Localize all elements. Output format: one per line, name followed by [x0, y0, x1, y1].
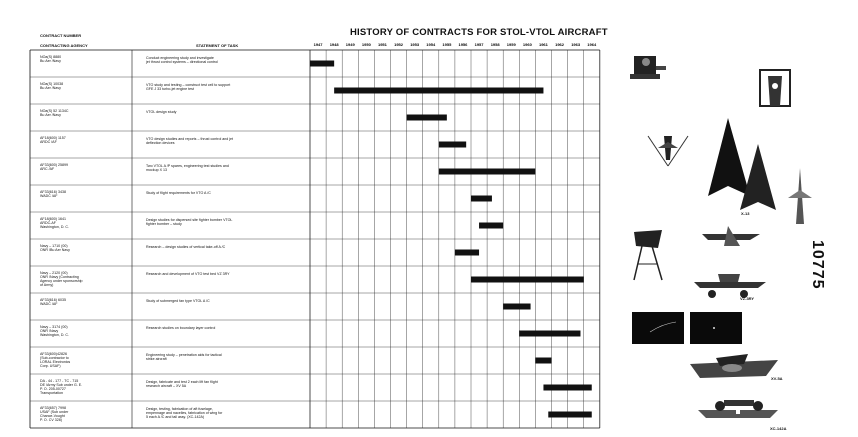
contract-cell	[40, 82, 63, 90]
year-label-1953: 1953	[410, 42, 420, 47]
contract-bar	[543, 385, 591, 391]
task-cell	[146, 380, 218, 388]
contract-bar	[479, 223, 503, 229]
contract-bar	[439, 169, 536, 175]
year-label-1962: 1962	[555, 42, 565, 47]
contract-cell	[40, 190, 66, 198]
contract-line: ARC /AF	[40, 167, 55, 172]
year-label-1958: 1958	[490, 42, 500, 47]
xc142a-aircraft-photo	[698, 400, 778, 418]
contract-line: AF18(600) 1641	[40, 217, 66, 221]
task-cell	[146, 137, 233, 145]
task-line: strike aircraft	[146, 357, 167, 362]
task-line: Study of submerged fan type VTOL A /C	[146, 299, 210, 303]
task-line: mockup X 13	[146, 168, 167, 173]
contract-line: AF33(600)42826	[40, 352, 67, 356]
contract-line: Corp. USAF)	[40, 364, 61, 369]
contract-line: DA - 44 - 177 - TC - 715	[40, 379, 79, 383]
xv5a-aircraft-photo	[690, 354, 778, 378]
year-label-1952: 1952	[394, 42, 404, 47]
aircraft-photos	[628, 48, 824, 432]
task-cell	[146, 218, 232, 226]
contract-bar	[471, 277, 584, 283]
contract-cell	[40, 379, 82, 395]
contract-line: LORAL Electronics	[40, 360, 71, 365]
contract-cell	[40, 271, 83, 287]
contract-line: NOa(S) 8880	[40, 55, 62, 59]
header-statement-of-task: STATEMENT OF TASK	[196, 43, 239, 48]
contract-line: Bu Aer /Navy	[40, 86, 61, 91]
year-label-1964: 1964	[587, 42, 597, 47]
contract-line: Agency under sponsorship	[40, 279, 83, 284]
contract-line: ARDC-AF	[40, 221, 56, 226]
task-line: Design, fabricate and test 2 each lift fan flight	[146, 380, 218, 384]
task-cell	[146, 353, 222, 361]
contract-line: Navy – 1710 (00)	[40, 244, 68, 248]
task-cell	[146, 326, 215, 330]
task-line: Engineering study – penetration aids for tactical	[146, 353, 222, 357]
contract-line: (Sub-contractor to	[40, 356, 69, 361]
contract-bar	[548, 412, 591, 418]
test-stand-photo	[634, 230, 662, 280]
year-label-1950: 1950	[361, 42, 371, 47]
task-line: GFE J 33 turbo-jet engine test	[146, 87, 194, 92]
contract-bar	[334, 88, 543, 94]
year-label-1963: 1963	[571, 42, 581, 47]
contract-line: NOa(S) 52 1134C	[40, 109, 69, 113]
contract-line: Washington, D. C.	[40, 225, 70, 230]
task-line: Two VTOL A /P spares, engineering test studies and	[146, 164, 229, 168]
year-label-1960: 1960	[522, 42, 532, 47]
contract-line: USAF (Sub under	[40, 410, 69, 415]
contract-cell	[40, 55, 61, 63]
contract-line: AF33(657) 7998	[40, 406, 66, 410]
contract-line: WADC /AF	[40, 194, 58, 199]
contract-line: Navy – 2120 (00)	[40, 271, 68, 275]
task-line: VTO design studies and reports – thrust control and jet	[146, 137, 234, 141]
contract-line: Bu Aer /Navy	[40, 113, 61, 118]
task-line: jet thrust control systems – directional control	[146, 60, 218, 65]
year-label-1951: 1951	[377, 42, 387, 47]
contract-cell	[40, 136, 66, 144]
year-label-1947: 1947	[313, 42, 323, 47]
task-line: VTO study and testing – construct test cell to support	[146, 83, 231, 87]
contract-line: ONR /Bu Aer Navy	[40, 248, 70, 253]
fighter-model-photo	[788, 168, 812, 224]
side-document-number: 10775	[809, 240, 826, 290]
task-line: Design studies for dispersed site fighter bomber VTOL	[146, 218, 233, 222]
contract-line: NOa(S) 10038	[40, 82, 64, 86]
dark-panel-photos	[632, 312, 742, 344]
contract-cell	[40, 298, 66, 306]
contract-cell	[40, 217, 69, 229]
task-line: Conduct engineering study and investigate	[146, 56, 214, 60]
year-label-1954: 1954	[426, 42, 436, 47]
vertical-rig-photo	[648, 136, 688, 166]
year-label-1955: 1955	[442, 42, 452, 47]
year-label-1957: 1957	[474, 42, 484, 47]
year-label-1956: 1956	[458, 42, 468, 47]
contract-line: Transportation	[40, 391, 64, 396]
contract-line: ONR /Navy	[40, 329, 59, 334]
contract-line: AF18(600) 1157	[40, 136, 66, 140]
contract-line: P. O. 205-00727	[40, 387, 66, 392]
contract-bar	[471, 196, 492, 202]
caption-vz3ry: VZ-3RY	[740, 296, 755, 301]
contract-cell	[40, 325, 69, 337]
task-cell	[146, 299, 210, 303]
contract-line: DE /Army Sub under G. E.	[40, 383, 83, 388]
year-label-1959: 1959	[506, 42, 516, 47]
contract-bar	[503, 304, 530, 310]
task-line: 5 each A /C and tail assy. (XC-142A)	[146, 415, 205, 420]
year-label-1949: 1949	[345, 42, 355, 47]
task-line: Research – design studies of vertical take-off A /C	[146, 245, 226, 249]
contract-bar	[535, 358, 551, 364]
contract-line: P. O. CV 328)	[40, 418, 62, 423]
contract-line: WADC /AF	[40, 302, 58, 307]
hover-stand-photo	[760, 70, 790, 106]
contract-cell	[40, 406, 68, 422]
contract-line: ONR /Navy (Contracting	[40, 275, 79, 280]
contract-cell	[40, 109, 69, 117]
contract-bar	[439, 142, 466, 148]
contract-line: Bu Aer /Navy	[40, 59, 61, 64]
page-title: HISTORY OF CONTRACTS FOR STOL-VTOL AIRCRAFT	[350, 27, 608, 38]
header-contract-number: CONTRACT NUMBER	[40, 33, 82, 38]
task-line: research aircraft – XV 5A	[146, 384, 187, 389]
contract-line: AF33(616) 6035	[40, 298, 66, 302]
contract-line: AF33(616) 3438	[40, 190, 66, 194]
contract-line: ARDC /AF	[40, 140, 57, 145]
task-cell	[146, 56, 218, 64]
contract-bar	[407, 115, 447, 121]
task-cell	[146, 245, 225, 249]
year-label-1961: 1961	[538, 42, 548, 47]
task-cell	[146, 191, 211, 195]
contract-line: of Army)	[40, 283, 54, 288]
caption-xc142a: XC-142A	[770, 426, 787, 431]
caption-x13: X-13	[741, 211, 750, 216]
contract-cell	[40, 244, 70, 252]
task-line: fighter bomber – study	[146, 222, 182, 227]
contract-line: Washington, D. C.	[40, 333, 70, 338]
caption-xv5a: XV-5A	[771, 376, 783, 381]
task-line: Design, testing, fabrication of aft fuselage,	[146, 407, 213, 411]
contract-cell	[40, 163, 68, 171]
jet-silhouette-photo	[702, 226, 760, 246]
task-cell	[146, 407, 222, 419]
contract-bar	[310, 61, 334, 67]
test-rig-photo	[630, 56, 666, 79]
task-cell	[146, 272, 230, 276]
header-contracting-agency: CONTRACTING AGENCY	[40, 43, 88, 48]
contract-cell	[40, 352, 70, 368]
task-line: VTOL design study	[146, 110, 177, 114]
task-cell	[146, 164, 229, 172]
contract-line: AF33(600) 25899	[40, 163, 68, 167]
x13-aircraft-photo	[708, 118, 776, 210]
contract-bar	[519, 331, 580, 337]
task-line: Study of flight requirements for VTO A /C	[146, 191, 211, 195]
year-label-1948: 1948	[329, 42, 339, 47]
task-line: Research and development of VTO test bed VZ 3RY	[146, 272, 230, 276]
contract-bar	[455, 250, 479, 256]
task-line: deflection devices	[146, 141, 175, 146]
contract-line: Navy – 3174 (00)	[40, 325, 68, 329]
task-cell	[146, 110, 176, 114]
task-cell	[146, 83, 230, 91]
contract-line: Chance-Vought	[40, 414, 65, 419]
task-line: empennage and nacelles, fabrication of wing for	[146, 411, 223, 416]
task-line: Research studies on boundary layer control	[146, 326, 216, 330]
vz3ry-aircraft-photo	[694, 274, 766, 298]
